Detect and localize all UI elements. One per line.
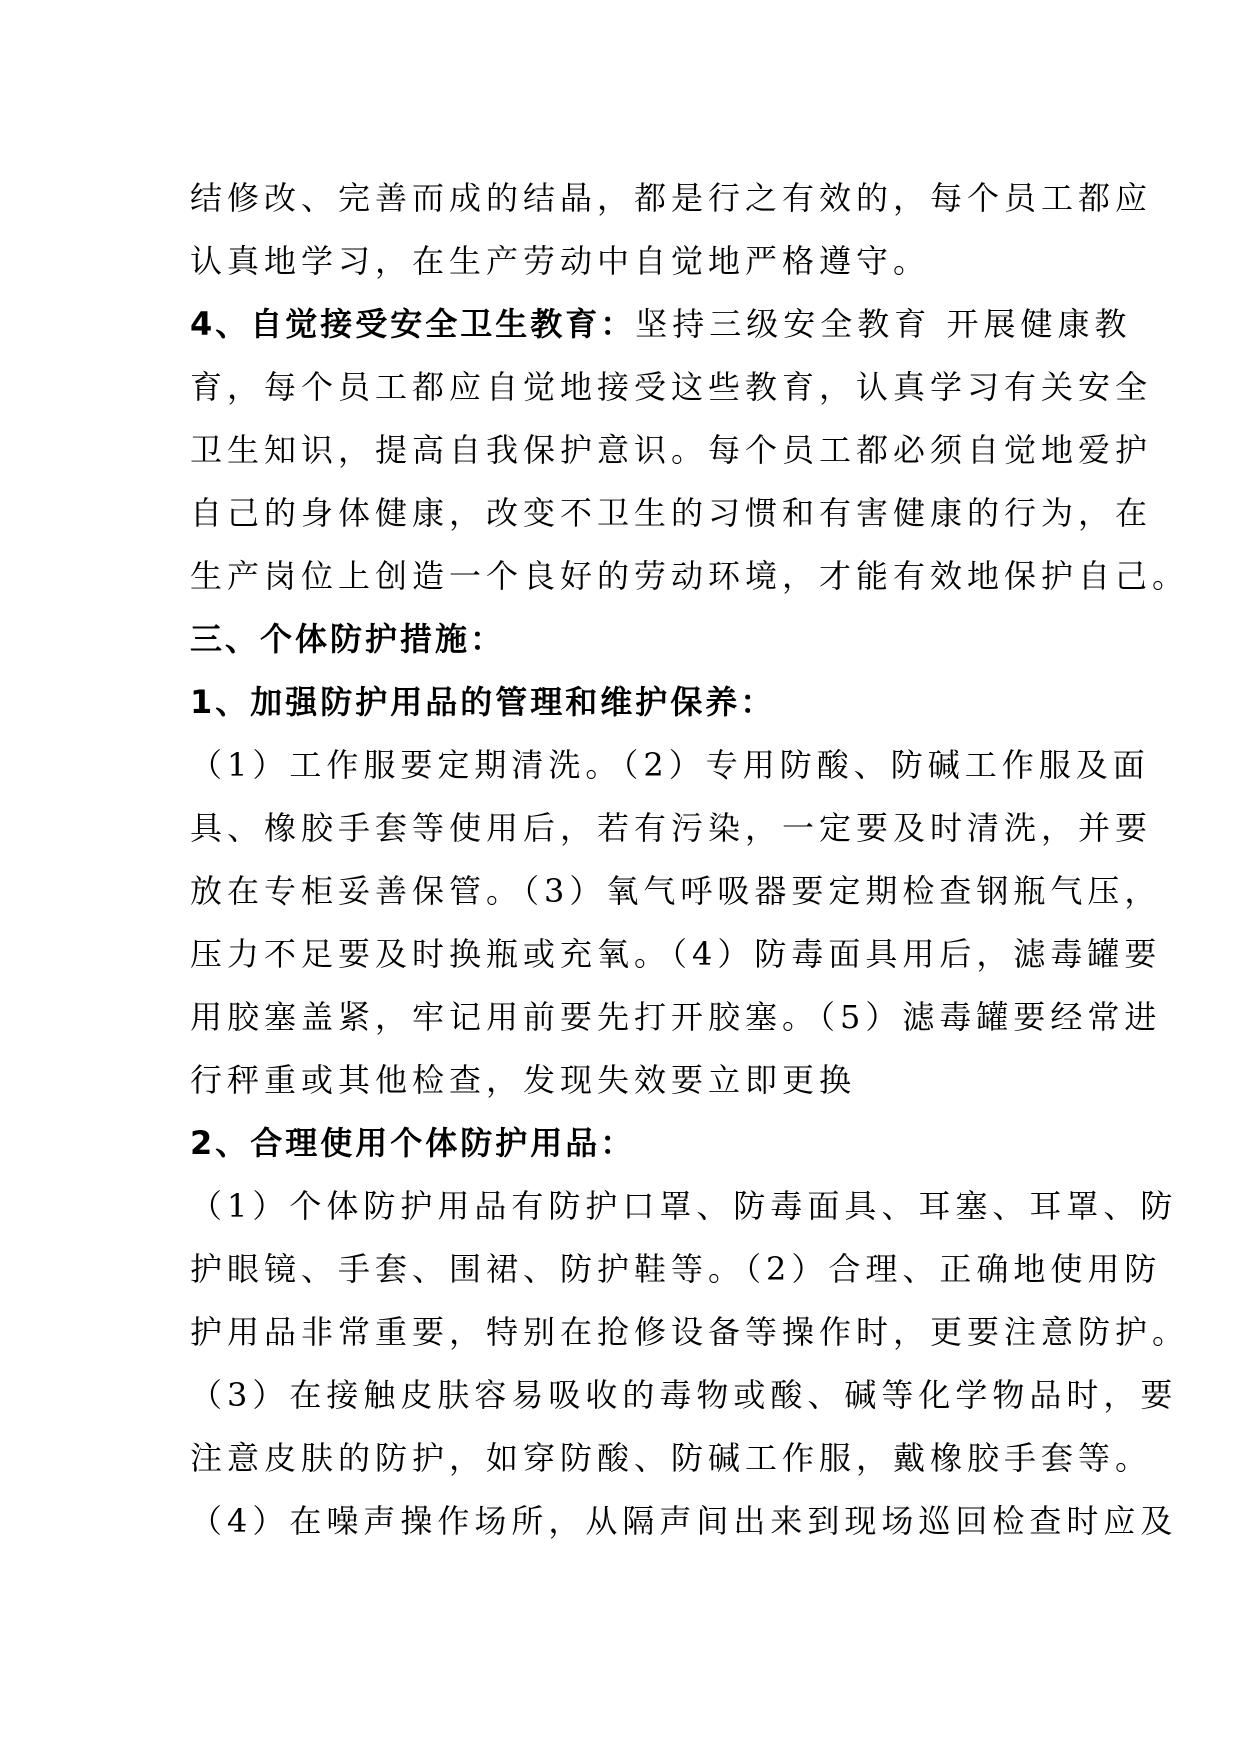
text-line: 卫生知识，提高自我保护意识。每个员工都必须自觉地爱护: [190, 431, 1153, 469]
text-line: 自己的身体健康，改变不卫生的习惯和有害健康的行为，在: [190, 494, 1153, 532]
subsection-heading: 2、合理使用个体防护用品：: [190, 1124, 636, 1162]
text-line: （1）工作服要定期清洗。（2）专用防酸、防碱工作服及面: [190, 746, 1150, 784]
text-line: 结修改、完善而成的结晶，都是行之有效的，每个员工都应: [190, 179, 1153, 217]
subsection-heading: 1、加强防护用品的管理和维护保养：: [190, 683, 776, 721]
text-line: 认真地学习，在生产劳动中自觉地严格遵守。: [190, 242, 931, 280]
section-heading: 三、个体防护措施：: [190, 620, 506, 658]
text-line: 生产岗位上创造一个良好的劳动环境，才能有效地保护自己。: [190, 557, 1190, 595]
text-line: 放在专柜妥善保管。（3）氧气呼吸器要定期检查钢瓶气压，: [190, 872, 1162, 910]
text-line: 行秤重或其他检查，发现失效要立即更换: [190, 1061, 857, 1099]
text-line: 护眼镜、手套、围裙、防护鞋等。（2）合理、正确地使用防: [190, 1250, 1162, 1288]
text-line: （4）在噪声操作场所，从隔声间出来到现场巡回检查时应及: [190, 1502, 1178, 1540]
text-line: 护用品非常重要，特别在抢修设备等操作时，更要注意防护。: [190, 1313, 1190, 1351]
text-line: 注意皮肤的防护，如穿防酸、防碱工作服，戴橡胶手套等。: [190, 1439, 1153, 1477]
text-line: （1）个体防护用品有防护口罩、防毒面具、耳塞、耳罩、防: [190, 1187, 1178, 1225]
text-line: 用胶塞盖紧，牢记用前要先打开胶塞。（5）滤毒罐要经常进: [190, 998, 1162, 1036]
text-line: 压力不足要及时换瓶或充氧。（4）防毒面具用后，滤毒罐要: [190, 935, 1162, 973]
text-line: （3）在接触皮肤容易吸收的毒物或酸、碱等化学物品时，要: [190, 1376, 1178, 1414]
text-line: 育，每个员工都应自觉地接受这些教育，认真学习有关安全: [190, 368, 1153, 406]
inline-heading: 4、自觉接受安全卫生教育：: [190, 305, 636, 343]
text-line: 4、自觉接受安全卫生教育：坚持三级安全教育 开展健康教: [190, 305, 1132, 343]
text-line: 具、橡胶手套等使用后，若有污染，一定要及时清洗，并要: [190, 809, 1153, 847]
